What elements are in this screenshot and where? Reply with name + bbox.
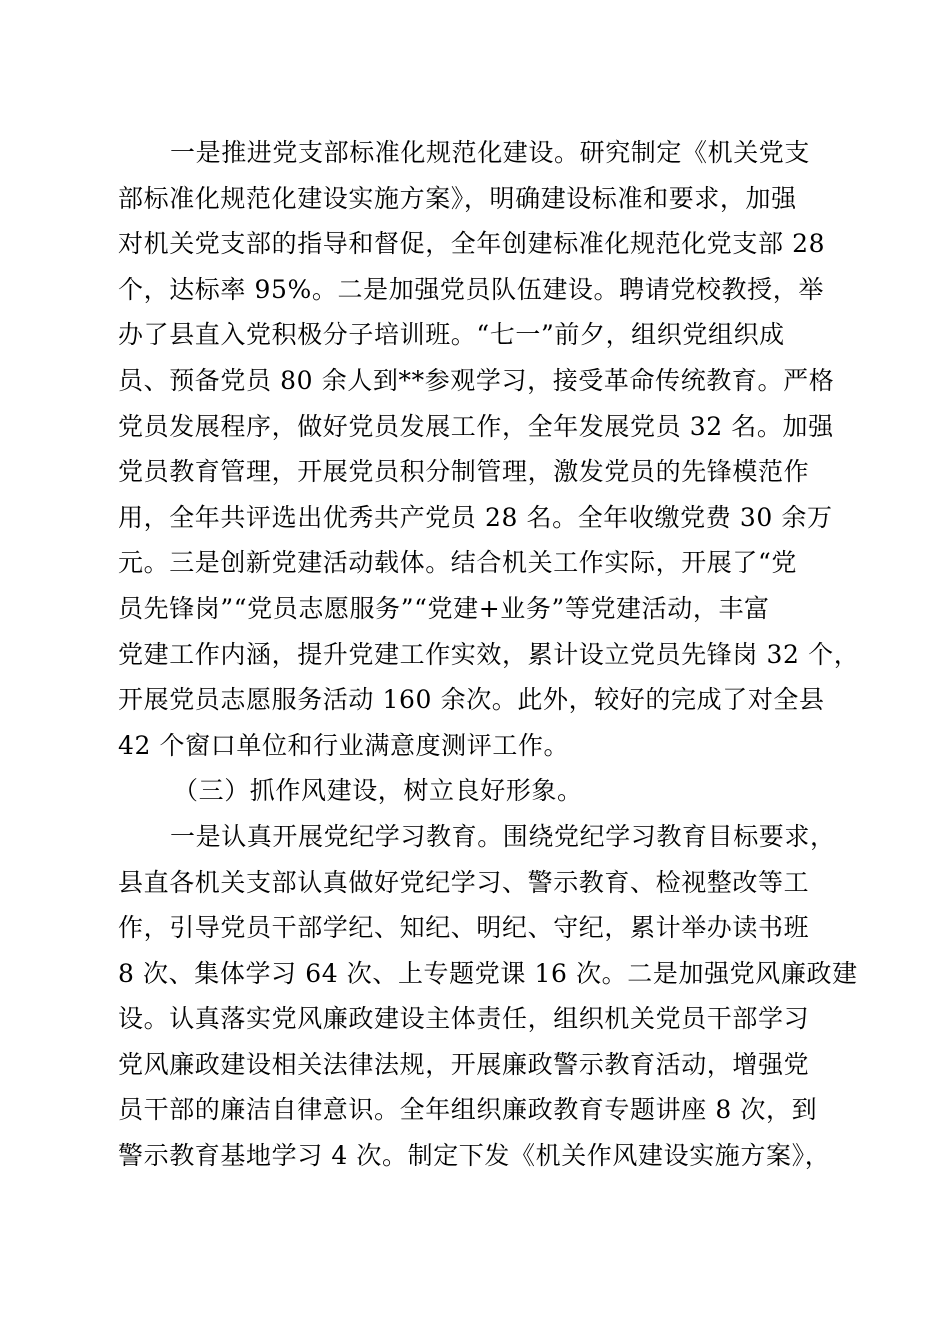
paragraph-line: 员先锋岗”“党员志愿服务”“党建+业务”等党建活动，丰富 [118,593,770,623]
paragraph-line: 员、预备党员 80 余人到**参观学习，接受革命传统教育。严格 [118,365,835,395]
paragraph-line: 42 个窗口单位和行业满意度测评工作。 [118,730,570,760]
paragraph-line: 党员教育管理，开展党员积分制管理，激发党员的先锋模范作 [118,457,810,487]
paragraph-line: 一是认真开展党纪学习教育。围绕党纪学习教育目标要求， [170,821,836,851]
body-text [118,130,860,1179]
paragraph-line: 党员发展程序，做好党员发展工作，全年发展党员 32 名。加强 [118,411,834,441]
paragraph-line: 党风廉政建设相关法律法规，开展廉政警示教育活动，增强党 [118,1049,810,1079]
paragraph-line: 设。认真落实党风廉政建设主体责任，组织机关党员干部学习 [118,1004,810,1034]
paragraph-line: 对机关党支部的指导和督促，全年创建标准化规范化党支部 28 [118,229,826,259]
paragraph-line: 警示教育基地学习 4 次。制定下发《机关作风建设实施方案》， [118,1141,831,1171]
paragraph-line: 开展党员志愿服务活动 160 余次。此外，较好的完成了对全县 [118,685,825,715]
paragraph-line: 一是推进党支部标准化规范化建设。研究制定《机关党支 [170,138,811,167]
paragraph-line: 员干部的廉洁自律意识。全年组织廉政教育专题讲座 8 次，到 [118,1095,818,1125]
paragraph-line: 用，全年共评选出优秀共产党员 28 名。全年收缴党费 30 余万 [118,502,833,532]
paragraph-line: 作，引导党员干部学纪、知纪、明纪、守纪，累计举办读书班 [118,913,810,943]
paragraph-line: 8 次、集体学习 64 次、上专题党课 16 次。二是加强党风廉政建 [118,958,858,988]
paragraph-line: 县直各机关支部认真做好党纪学习、警示教育、检视整改等工 [118,867,810,897]
section-heading: （三）抓作风建设，树立良好形象。 [173,776,583,806]
paragraph-line: 党建工作内涵，提升党建工作实效，累计设立党员先锋岗 32 个， [118,639,860,669]
paragraph-line: 个，达标率 95%。二是加强党员队伍建设。聘请党校教授，举 [118,274,824,304]
paragraph-line: 元。三是创新党建活动载体。结合机关工作实际，开展了“党 [118,548,797,578]
paragraph-line: 部标准化规范化建设实施方案》，明确建设标准和要求，加强 [118,183,797,213]
paragraph-line: 办了县直入党积极分子培训班。“七一”前夕，组织党组织成 [118,320,785,350]
